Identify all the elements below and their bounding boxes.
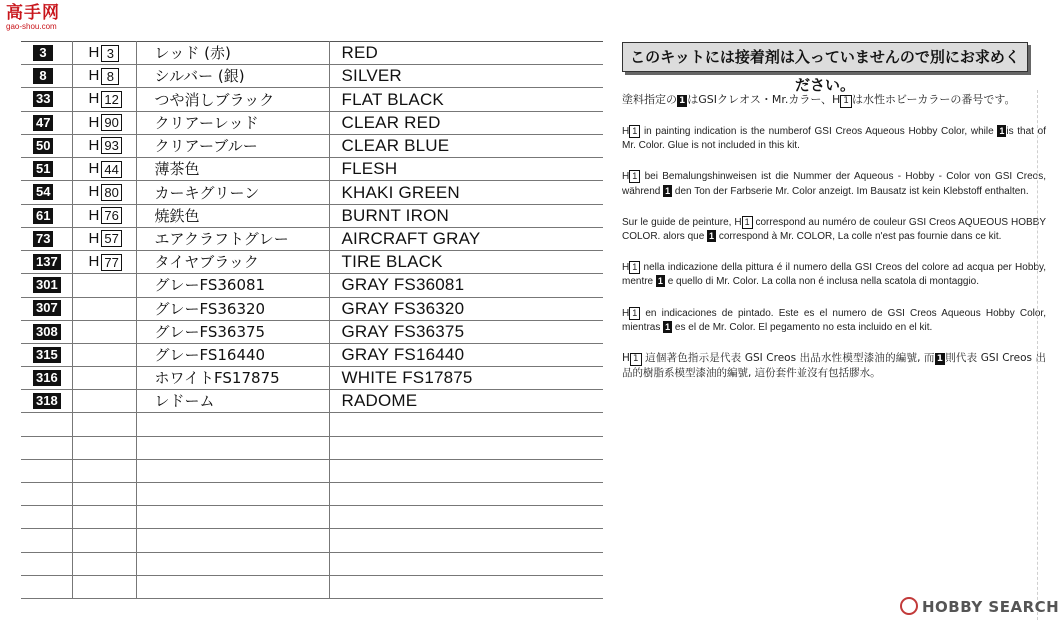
empty-row [21,529,603,552]
color-name-en: GRAY FS16440 [329,343,603,366]
note-spanish: H 1 en indicaciones de pintado. Este es el numero de GSI Creos Aqueous Hobby Color, mientras 1 es el de Mr. Color. El pegamento no esta incluido en el kit. [622,307,1046,333]
mr-color-number: 8 [33,68,53,84]
note-italian: H 1 nella indicazione della pittura é il numero della GSI Creos del colore ad acqua per Hobby, mentre 1 e quello di Mr. Color. La colla non é inclusa nella scatola di montaggio. [622,262,1046,288]
paint-row [21,158,603,181]
mr-color-number: 315 [33,347,61,363]
hobby-color-ref-icon: 1 [629,261,640,274]
site-logo-text: 高手网 [6,3,60,23]
mr-color-cell [21,181,72,204]
paint-row [21,390,603,413]
color-name-en: FLAT BLACK [329,88,603,111]
hobby-search-mark-icon [900,597,918,615]
mr-color-number: 307 [33,300,61,316]
hobby-color-cell [72,111,136,134]
hobby-color-cell [72,227,136,250]
hobby-color-number: 93 [101,137,121,154]
color-name-en: AIRCRAFT GRAY [329,227,603,250]
hobby-color-number: 77 [101,254,121,271]
empty-row [21,552,603,575]
site-logo-url: gao-shou.com [6,22,57,31]
hobby-color-cell [72,204,136,227]
color-name-jp: グレーFS36081 [136,274,329,297]
mr-color-cell [21,274,72,297]
mr-color-ref-icon: 1 [665,185,671,196]
mr-color-number: 301 [33,277,61,293]
color-name-en: CLEAR BLUE [329,134,603,157]
mr-color-number: 3 [33,45,53,61]
paint-row [21,320,603,343]
paint-row [21,297,603,320]
mr-color-cell [21,297,72,320]
paint-row [21,42,603,65]
hobby-color-cell [72,367,136,390]
empty-row [21,483,603,506]
mr-color-cell [21,42,72,65]
paint-color-table [21,41,603,599]
mr-color-cell [21,158,72,181]
mr-color-ref-icon: 1 [999,126,1005,136]
color-name-jp: カーキグリーン [136,181,329,204]
hobby-h-label: H [88,90,100,108]
paint-row [21,88,603,111]
hobby-color-cell [72,274,136,297]
hobby-color-number: 3 [101,45,119,62]
color-name-jp: レッド (赤) [136,42,329,65]
color-name-jp: レドーム [136,390,329,413]
paint-row [21,251,603,274]
mr-color-cell [21,367,72,390]
hobby-search-logo: HOBBY SEARCH [900,596,1059,618]
hobby-color-ref-icon: 1 [629,170,640,183]
hobby-color-number: 90 [101,114,121,131]
note-french: Sur le guide de peinture, H 1 correspond au numéro de couleur GSI Creos AQUEOUS HOBBY COLOR. alors que 1 correspond à Mr. COLOR, La colle n'est pas fournie dans ce kit. [622,216,1046,243]
color-name-jp: グレーFS36320 [136,297,329,320]
hobby-color-cell [72,88,136,111]
mr-color-number: 61 [33,208,53,224]
mr-color-number: 316 [33,370,61,386]
hobby-color-number: 76 [101,207,121,224]
mr-color-cell [21,65,72,88]
mr-color-number: 50 [33,138,53,154]
hobby-h-label: H [88,67,100,85]
paint-row [21,134,603,157]
site-logo [6,4,70,38]
paint-row [21,343,603,366]
paint-row [21,181,603,204]
color-name-en: FLESH [329,158,603,181]
hobby-color-cell [72,251,136,274]
glue-notice-banner: このキットには接着剤は入っていませんので別にお求めください。 [622,42,1028,72]
mr-color-cell [21,227,72,250]
hobby-color-ref-icon: 1 [629,125,640,138]
color-name-en: KHAKI GREEN [329,181,603,204]
color-name-en: WHITE FS17875 [329,367,603,390]
color-name-en: GRAY FS36320 [329,297,603,320]
hobby-color-cell [72,297,136,320]
hobby-h-label: H [88,44,100,61]
mr-color-number: 318 [33,393,61,409]
color-name-jp: つや消しブラック [136,88,329,111]
hobby-color-cell [72,320,136,343]
paint-row [21,227,603,250]
color-name-en: RED [329,42,603,65]
color-name-en: GRAY FS36375 [329,320,603,343]
color-name-en: SILVER [329,65,603,88]
mr-color-number: 308 [33,324,61,340]
paint-row [21,204,603,227]
hobby-color-ref-icon: 1 [840,95,852,108]
hobby-h-label: H [88,160,100,178]
note-german: H 1 bei Bemalungshinweisen ist die Nummer der Aqueous - Hobby - Color von GSI Creos, während 1 den Ton der Farbserie Mr. Color anzeigt. Im Bausatz ist kein Klebstoff enthalten. [622,171,1046,197]
paint-row [21,367,603,390]
color-name-jp: シルバー (銀) [136,65,329,88]
hobby-color-cell [72,343,136,366]
mr-color-cell [21,320,72,343]
mr-color-cell [21,343,72,366]
color-name-jp: グレーFS16440 [136,343,329,366]
note-japanese: 塗料指定の 1 はGSIクレオス・Mr.カラー、H 1 は水性ホビーカラーの番号です。 [622,93,1016,106]
color-name-en: TIRE BLACK [329,251,603,274]
paint-row [21,274,603,297]
hobby-h-label: H [88,206,100,224]
mr-color-number: 137 [33,254,61,270]
mr-color-cell [21,390,72,413]
empty-row [21,575,603,598]
hobby-h-label: H [88,183,100,201]
hobby-h-label: H [88,136,100,154]
paint-table-body [21,42,603,599]
hobby-color-cell [72,134,136,157]
hobby-color-cell [72,390,136,413]
hobby-color-cell [72,65,136,88]
color-name-jp: エアクラフトグレー [136,227,329,250]
empty-row [21,436,603,459]
paint-row [21,65,603,88]
mr-color-number: 54 [33,184,53,200]
color-name-jp: クリアーレッド [136,111,329,134]
note-chinese: H 1 這個著色指示是代表 GSI Creos 出品水性模型漆油的編號, 而 1 則代表 GSI Creos 出品的樹脂系模型漆油的編號, 這份套件並沒有包括膠水。 [622,352,1046,380]
color-name-jp: 薄茶色 [136,158,329,181]
color-name-en: GRAY FS36081 [329,274,603,297]
mr-color-number: 73 [33,231,53,247]
mr-color-number: 33 [33,91,53,107]
mr-color-number: 47 [33,115,53,131]
empty-row [21,506,603,529]
color-name-jp: 焼鉄色 [136,204,329,227]
hobby-h-label: H [88,253,100,271]
mr-color-cell [21,88,72,111]
mr-color-ref-icon: 1 [936,354,943,365]
color-name-en: BURNT IRON [329,204,603,227]
mr-color-cell [21,204,72,227]
hobby-color-number: 57 [101,230,121,247]
mr-color-ref-icon: 1 [657,276,663,287]
mr-color-ref-icon: 1 [665,321,671,332]
color-name-jp: ホワイトFS17875 [136,367,329,390]
hobby-color-ref-icon: 1 [630,353,642,366]
hobby-h-label: H [88,113,100,131]
note-english: H 1 in painting indication is the numberof GSI Creos Aqueous Hobby Color, while 1 is that of Mr. Color. Glue is not included in this kit. [622,126,1046,152]
hobby-color-ref-icon: 1 [742,216,753,229]
paint-row [21,111,603,134]
hobby-color-cell [72,181,136,204]
color-name-jp: グレーFS36375 [136,320,329,343]
mr-color-ref-icon: 1 [709,231,715,242]
notes-panel [622,42,1046,381]
hobby-color-cell [72,158,136,181]
hobby-h-label: H [88,229,100,247]
color-name-en: RADOME [329,390,603,413]
hobby-color-number: 80 [101,184,121,201]
hobby-color-number: 8 [101,68,119,85]
hobby-color-cell [72,42,136,65]
color-name-en: CLEAR RED [329,111,603,134]
page-fold-line [1037,90,1038,620]
empty-row [21,459,603,482]
hobby-color-ref-icon: 1 [629,307,640,320]
hobby-color-number: 12 [101,91,121,108]
mr-color-number: 51 [33,161,53,177]
hobby-color-number: 44 [101,161,121,178]
mr-color-cell [21,134,72,157]
empty-row [21,413,603,436]
color-name-jp: タイヤブラック [136,251,329,274]
mr-color-ref-icon: 1 [679,96,686,106]
mr-color-cell [21,111,72,134]
mr-color-cell [21,251,72,274]
color-name-jp: クリアーブルー [136,134,329,157]
